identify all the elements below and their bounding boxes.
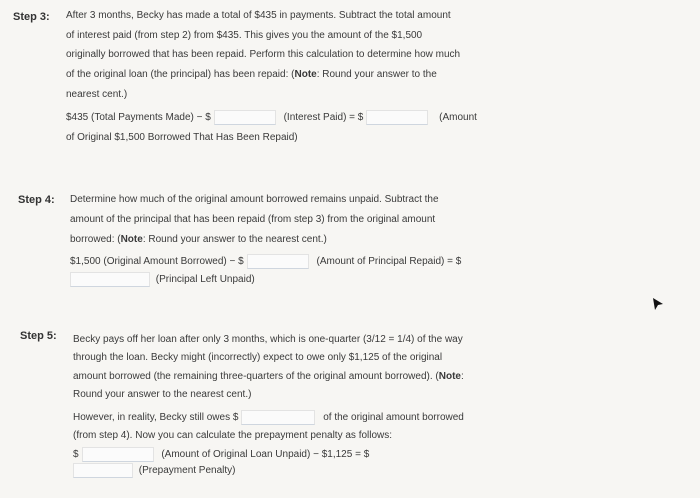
- step3-text-line2: of interest paid (from step 2) from $435. This gives you the amount of the $1,500: [66, 30, 423, 41]
- step3-interest-paid-input[interactable]: [214, 110, 276, 125]
- step4-equation-continuation: (Principal Left Unpaid): [70, 272, 255, 287]
- step4-text-line2: amount of the principal that has been repaid (from step 3) from the original amount: [70, 214, 436, 225]
- step5-text-line5: However, in reality, Becky still owes $ of the original amount borrowed: [73, 410, 464, 425]
- step3-text-line1: After 3 months, Becky has made a total of $435 in payments. Subtract the total amount: [66, 10, 451, 21]
- note-label: Note: [438, 371, 461, 382]
- step3-equation-continuation: of Original $1,500 Borrowed That Has Been Repaid): [66, 132, 298, 143]
- step4-text-line1: Determine how much of the original amount borrowed remains unpaid. Subtract the: [70, 194, 439, 205]
- step4-principal-repaid-input[interactable]: [247, 254, 309, 269]
- step5-text-line6: (from step 4). Now you can calculate the prepayment penalty as follows:: [73, 430, 393, 441]
- step4-text-line3: borrowed: (Note: Round your answer to the nearest cent.): [70, 234, 327, 245]
- step3-text-line3: originally borrowed that has been repaid. Perform this calculation to determine how much: [66, 49, 461, 60]
- step3-label: Step 3:: [13, 11, 50, 23]
- step5-text-line4: Round your answer to the nearest cent.): [73, 389, 252, 400]
- step3-equation: $435 (Total Payments Made) − $ (Interest Paid) = $ (Amount: [66, 110, 477, 125]
- step3-principal-repaid-input[interactable]: [366, 110, 428, 125]
- step5-prepayment-penalty-input[interactable]: [73, 463, 133, 478]
- step5-label: Step 5:: [20, 330, 57, 342]
- step4-equation: $1,500 (Original Amount Borrowed) − $ (Amount of Principal Repaid) = $: [70, 254, 461, 269]
- step4-principal-unpaid-input[interactable]: [70, 272, 150, 287]
- step5-loan-unpaid-input[interactable]: [82, 447, 154, 462]
- step3-text-line4: of the original loan (the principal) has been repaid: (Note: Round your answer to the: [66, 69, 437, 80]
- step5-equation: $ (Amount of Original Loan Unpaid) − $1,125 = $: [73, 447, 369, 462]
- note-label: Note: [294, 69, 317, 80]
- step5-still-owes-input[interactable]: [241, 410, 315, 425]
- step5-equation-continuation: (Prepayment Penalty): [73, 463, 236, 478]
- note-label: Note: [120, 234, 143, 245]
- step3-text-line5: nearest cent.): [66, 89, 128, 100]
- step5-text-line1: Becky pays off her loan after only 3 months, which is one-quarter (3/12 = 1/4) of the way: [73, 334, 463, 345]
- step5-text-line3: amount borrowed (the remaining three-quarters of the original amount borrowed). (Note:: [73, 371, 464, 382]
- mouse-cursor-icon: [652, 297, 664, 311]
- step5-text-line2: through the loan. Becky might (incorrectly) expect to owe only $1,125 of the original: [73, 352, 443, 363]
- step4-label: Step 4:: [18, 194, 55, 206]
